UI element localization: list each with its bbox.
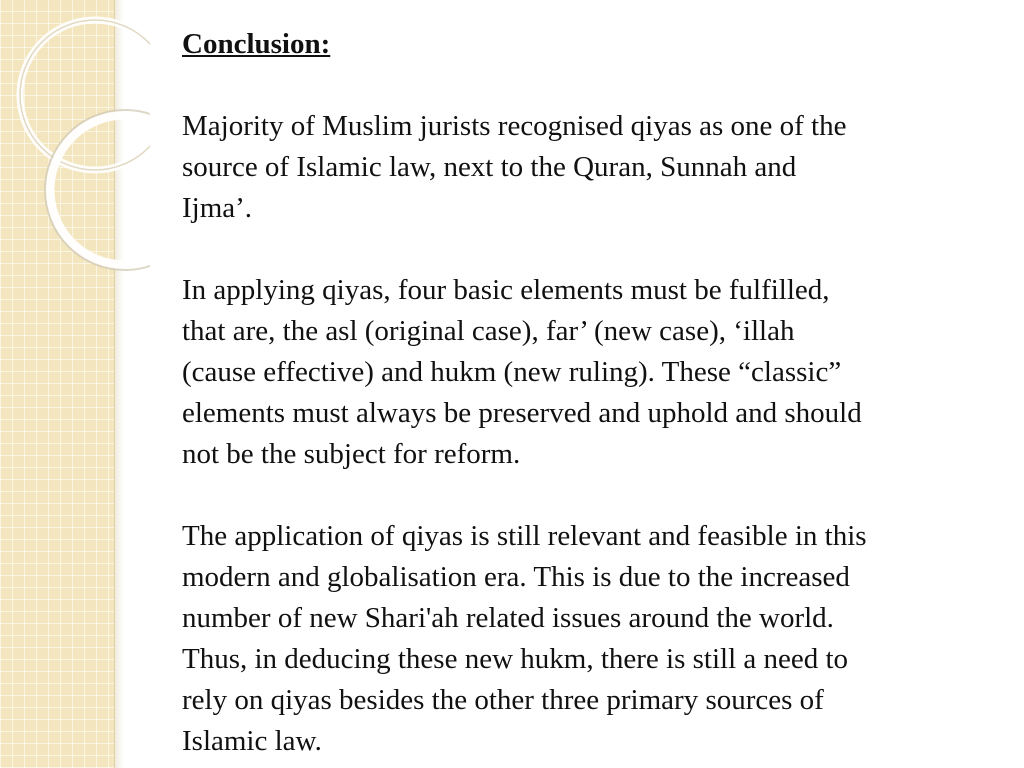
slide-heading: Conclusion: bbox=[182, 28, 331, 60]
para3-line1: The application of qiyas is still relevant and feasible in this bbox=[182, 520, 867, 552]
para3-line2: modern and globalisation era. This is due to the increased bbox=[182, 561, 850, 593]
para1-line1: Majority of Muslim jurists recognised qiyas as one of the bbox=[182, 110, 847, 142]
slide-content bbox=[182, 24, 1002, 762]
paragraph-relevance bbox=[182, 516, 1002, 762]
ring-upper bbox=[20, 20, 150, 170]
para2-line4: elements must always be preserved and uphold and should bbox=[182, 397, 862, 429]
para3-line3: number of new Shari'ah related issues around the world. bbox=[182, 602, 834, 634]
paragraph-jurists bbox=[182, 106, 1002, 229]
para3-line4: Thus, in deducing these new hukm, there is still a need to bbox=[182, 643, 849, 675]
para3-line6: Islamic law. bbox=[182, 725, 322, 757]
para2-line2: that are, the asl (original case), far’ (new case), ‘illah bbox=[182, 315, 795, 347]
para2-line1: In applying qiyas, four basic elements must be fulfilled, bbox=[182, 274, 830, 306]
para3-line5: rely on qiyas besides the other three primary sources of bbox=[182, 684, 824, 716]
para2-line5: not be the subject for reform. bbox=[182, 438, 521, 470]
para1-line2: source of Islamic law, next to the Quran, Sunnah and bbox=[182, 151, 797, 183]
ring-lower-shade bbox=[45, 110, 150, 270]
para2-line3: (cause effective) and hukm (new ruling). These “classic” bbox=[182, 356, 842, 388]
decorative-rings-icon bbox=[0, 0, 150, 320]
paragraph-elements bbox=[182, 270, 1002, 475]
para1-line3: Ijma’. bbox=[182, 192, 253, 224]
